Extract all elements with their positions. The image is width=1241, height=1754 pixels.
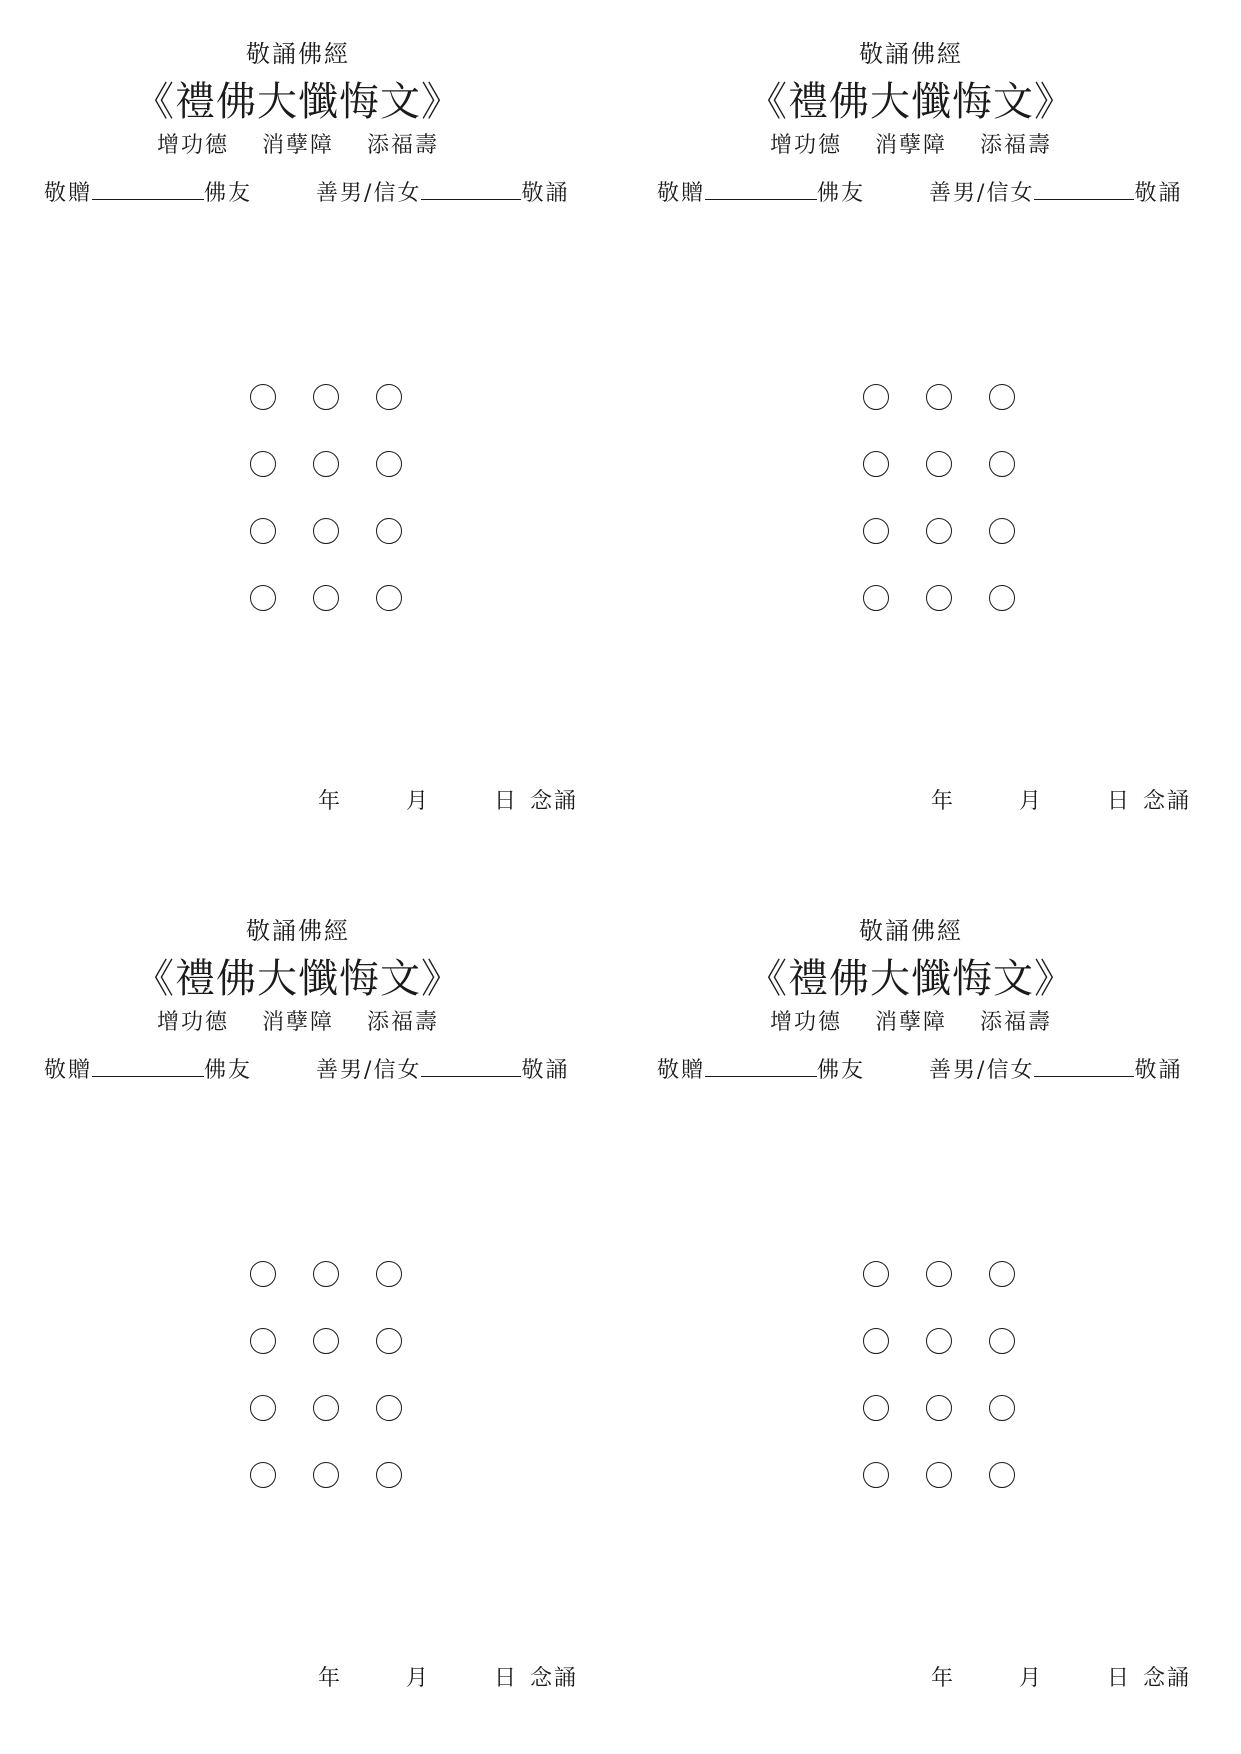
circle-mark[interactable] [926, 1462, 952, 1488]
circle-mark[interactable] [989, 1328, 1015, 1354]
date-month: 月 [1019, 789, 1042, 814]
dedication-line [44, 176, 584, 207]
circle-mark[interactable] [926, 585, 952, 611]
circle-grid [863, 384, 1063, 611]
blessings-line [641, 128, 1181, 159]
recite-suffix: 敬誦 [521, 181, 570, 206]
circle-mark[interactable] [250, 1328, 276, 1354]
date-recite: 念誦 [530, 789, 579, 814]
friend-suffix: 佛友 [817, 181, 866, 206]
circle-mark[interactable] [926, 1395, 952, 1421]
circle-mark[interactable] [313, 1395, 339, 1421]
devotee-prefix: 善男/信女 [316, 1058, 422, 1083]
devotee-prefix: 善男/信女 [929, 1058, 1035, 1083]
card-header: 敬誦佛經 [246, 40, 350, 68]
circle-mark[interactable] [863, 518, 889, 544]
circle-mark[interactable] [863, 1462, 889, 1488]
circle-mark[interactable] [863, 1261, 889, 1287]
blessing-merit: 增功德 [156, 1010, 229, 1035]
date-recite: 念誦 [530, 1666, 579, 1691]
circle-mark[interactable] [989, 451, 1015, 477]
recipient-blank[interactable] [705, 179, 817, 200]
recite-suffix: 敬誦 [1134, 1058, 1183, 1083]
circle-mark[interactable] [313, 518, 339, 544]
circle-mark[interactable] [376, 1261, 402, 1287]
circle-mark[interactable] [313, 451, 339, 477]
circle-mark[interactable] [250, 518, 276, 544]
gift-prefix: 敬贈 [44, 1058, 93, 1083]
dedication-line [657, 1053, 1197, 1084]
circle-mark[interactable] [313, 1462, 339, 1488]
circle-mark[interactable] [376, 1395, 402, 1421]
sutra-card [641, 877, 1241, 1747]
blessing-fortune: 添福壽 [367, 133, 440, 158]
blessing-fortune: 添福壽 [367, 1010, 440, 1035]
recipient-blank[interactable] [92, 179, 204, 200]
circle-mark[interactable] [376, 518, 402, 544]
recipient-blank[interactable] [705, 1056, 817, 1077]
circle-mark[interactable] [926, 1328, 952, 1354]
devotee-blank[interactable] [421, 179, 521, 200]
blessing-fortune: 添福壽 [980, 1010, 1053, 1035]
blessing-karma: 消孽障 [261, 1010, 334, 1035]
blessings-line [28, 128, 568, 159]
blessing-merit: 增功德 [769, 1010, 842, 1035]
circle-mark[interactable] [926, 1261, 952, 1287]
blessing-karma: 消孽障 [874, 133, 947, 158]
devotee-blank[interactable] [421, 1056, 521, 1077]
friend-suffix: 佛友 [204, 1058, 253, 1083]
date-year: 年 [318, 789, 341, 814]
circle-mark[interactable] [863, 384, 889, 410]
circle-mark[interactable] [863, 1328, 889, 1354]
date-month: 月 [406, 789, 429, 814]
circle-mark[interactable] [989, 384, 1015, 410]
devotee-blank[interactable] [1034, 1056, 1134, 1077]
circle-mark[interactable] [376, 585, 402, 611]
circle-mark[interactable] [313, 384, 339, 410]
friend-suffix: 佛友 [204, 181, 253, 206]
circle-mark[interactable] [313, 1261, 339, 1287]
circle-mark[interactable] [250, 585, 276, 611]
circle-mark[interactable] [376, 1462, 402, 1488]
blessing-karma: 消孽障 [874, 1010, 947, 1035]
recite-suffix: 敬誦 [521, 1058, 570, 1083]
blessings-line [28, 1005, 568, 1036]
date-day: 日 [1107, 1666, 1130, 1691]
circle-mark[interactable] [250, 384, 276, 410]
sutra-title: 《禮佛大懺悔文》 [747, 956, 1075, 1002]
blessings-line [641, 1005, 1181, 1036]
circle-mark[interactable] [926, 451, 952, 477]
circle-mark[interactable] [989, 518, 1015, 544]
date-year: 年 [931, 789, 954, 814]
circle-mark[interactable] [926, 518, 952, 544]
circle-grid [863, 1261, 1063, 1488]
date-recite: 念誦 [1143, 789, 1192, 814]
sutra-title: 《禮佛大懺悔文》 [134, 956, 462, 1002]
date-line [931, 784, 1191, 815]
date-month: 月 [1019, 1666, 1042, 1691]
card-header: 敬誦佛經 [246, 917, 350, 945]
sutra-title: 《禮佛大懺悔文》 [747, 79, 1075, 125]
date-year: 年 [931, 1666, 954, 1691]
circle-mark[interactable] [989, 1462, 1015, 1488]
circle-mark[interactable] [376, 451, 402, 477]
devotee-blank[interactable] [1034, 179, 1134, 200]
circle-mark[interactable] [313, 1328, 339, 1354]
date-day: 日 [494, 789, 517, 814]
circle-mark[interactable] [863, 585, 889, 611]
circle-mark[interactable] [989, 1261, 1015, 1287]
circle-mark[interactable] [250, 1462, 276, 1488]
circle-mark[interactable] [926, 384, 952, 410]
friend-suffix: 佛友 [817, 1058, 866, 1083]
circle-mark[interactable] [863, 1395, 889, 1421]
circle-mark[interactable] [989, 585, 1015, 611]
blessing-merit: 增功德 [769, 133, 842, 158]
dedication-line [44, 1053, 584, 1084]
card-header: 敬誦佛經 [859, 40, 963, 68]
circle-mark[interactable] [989, 1395, 1015, 1421]
gift-prefix: 敬贈 [657, 1058, 706, 1083]
date-line [318, 1661, 578, 1692]
date-year: 年 [318, 1666, 341, 1691]
sutra-title: 《禮佛大懺悔文》 [134, 79, 462, 125]
date-day: 日 [1107, 789, 1130, 814]
sutra-card [641, 0, 1241, 870]
date-day: 日 [494, 1666, 517, 1691]
date-line [931, 1661, 1191, 1692]
circle-mark[interactable] [376, 1328, 402, 1354]
gift-prefix: 敬贈 [44, 181, 93, 206]
card-header: 敬誦佛經 [859, 917, 963, 945]
circle-mark[interactable] [250, 451, 276, 477]
date-recite: 念誦 [1143, 1666, 1192, 1691]
recite-suffix: 敬誦 [1134, 181, 1183, 206]
circle-mark[interactable] [313, 585, 339, 611]
gift-prefix: 敬贈 [657, 181, 706, 206]
devotee-prefix: 善男/信女 [316, 181, 422, 206]
circle-mark[interactable] [250, 1261, 276, 1287]
circle-grid [250, 1261, 450, 1488]
blessing-fortune: 添福壽 [980, 133, 1053, 158]
circle-mark[interactable] [376, 384, 402, 410]
recipient-blank[interactable] [92, 1056, 204, 1077]
blessing-karma: 消孽障 [261, 133, 334, 158]
devotee-prefix: 善男/信女 [929, 181, 1035, 206]
dedication-line [657, 176, 1197, 207]
sutra-card [28, 0, 628, 870]
blessing-merit: 增功德 [156, 133, 229, 158]
circle-mark[interactable] [250, 1395, 276, 1421]
date-month: 月 [406, 1666, 429, 1691]
date-line [318, 784, 578, 815]
sutra-card [28, 877, 628, 1747]
circle-mark[interactable] [863, 451, 889, 477]
circle-grid [250, 384, 450, 611]
